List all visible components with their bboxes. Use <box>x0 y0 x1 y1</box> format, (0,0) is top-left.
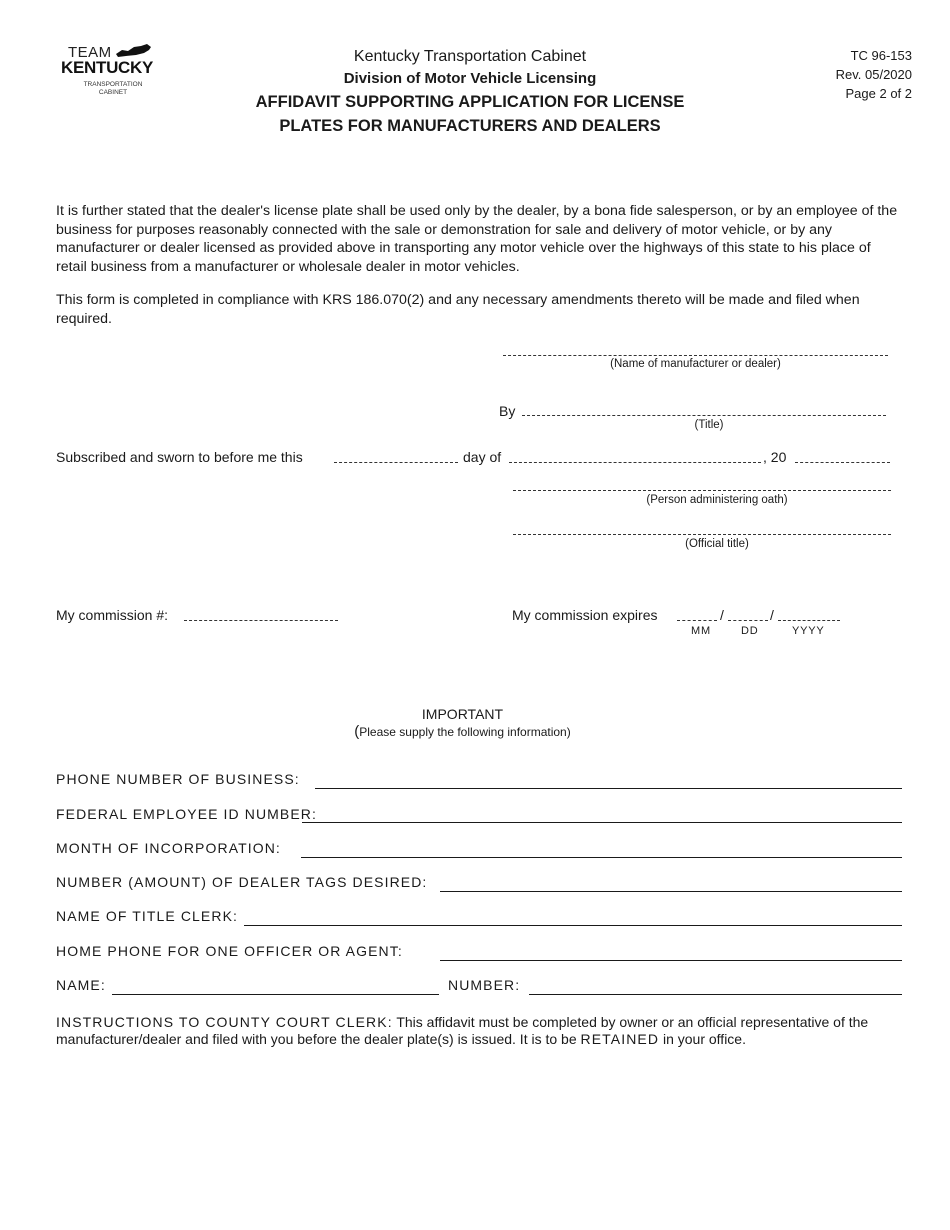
title-caption: (Title) <box>694 419 724 431</box>
important-heading: IMPORTANT <box>421 706 504 722</box>
logo-subtitle: TRANSPORTATION CABINET <box>83 81 143 96</box>
official-title-line[interactable] <box>513 534 891 535</box>
title-clerk-label: NAME OF TITLE CLERK: <box>56 908 238 924</box>
team-kentucky-logo <box>58 44 168 100</box>
form-title-line2: PLATES FOR MANUFACTURERS AND DEALERS <box>279 117 661 135</box>
commission-number-field[interactable] <box>184 620 338 621</box>
sworn-day-field[interactable] <box>334 462 458 463</box>
title-clerk-field[interactable] <box>244 925 902 926</box>
commission-mm-field[interactable] <box>677 620 717 621</box>
manufacturer-name-caption: (Name of manufacturer or dealer) <box>610 358 781 370</box>
number-field[interactable] <box>529 994 902 995</box>
form-number: TC 96-153 <box>850 48 912 63</box>
year-prefix-label: , 20 <box>763 449 787 465</box>
commission-expires-label: My commission expires <box>512 607 658 623</box>
instructions-text: This affidavit must be completed by owner or an official representative of the manufacturer/dealer and filed with you before the dealer plate(s) is issued. It is to be <box>56 1014 869 1047</box>
paragraph-license-use: It is further stated that the dealer's license plate shall be used only by the dealer, by a bona fide salesperson, or by an employee of the business for purposes reasonably connected with the sale or demonstration for sale and delivery of motor vehicle, or by any manufacturer or dealer licensed as provided above in transporting any motor vehicle over the highways of this state to his place of retail business from a manufacturer or wholesale dealer in motor vehicles. <box>56 203 898 275</box>
manufacturer-name-line[interactable] <box>503 355 888 356</box>
mm-caption: MM <box>691 625 711 637</box>
commission-number-label: My commission #: <box>56 607 169 623</box>
retained-text: RETAINED <box>580 1031 660 1047</box>
form-title-line1: AFFIDAVIT SUPPORTING APPLICATION FOR LICENSE <box>255 93 685 111</box>
paragraph-compliance: This form is completed in compliance with KRS 186.070(2) and any necessary amendments thereto will be made and filed when required. <box>56 292 860 327</box>
form-identifier <box>836 46 912 103</box>
name-label: NAME: <box>56 977 106 993</box>
form-revision: Rev. 05/2020 <box>835 67 912 82</box>
date-separator: / <box>770 607 774 623</box>
dd-caption: DD <box>741 625 759 637</box>
form-header <box>200 46 740 138</box>
instructions-text-end: in your office. <box>662 1031 746 1047</box>
instructions-label: INSTRUCTIONS TO COUNTY COURT CLERK: <box>56 1014 393 1030</box>
agency-name: Kentucky Transportation Cabinet <box>353 48 587 65</box>
sworn-label: Subscribed and sworn to before me this <box>56 449 303 465</box>
yyyy-caption: YYYY <box>792 625 825 637</box>
person-administering-caption: (Person administering oath) <box>646 494 788 506</box>
month-incorporation-label: MONTH OF INCORPORATION: <box>56 840 281 856</box>
home-phone-field[interactable] <box>440 960 902 961</box>
commission-yyyy-field[interactable] <box>778 620 840 621</box>
by-label: By <box>499 403 516 419</box>
sworn-month-field[interactable] <box>509 462 761 463</box>
date-separator: / <box>720 607 724 623</box>
commission-dd-field[interactable] <box>728 620 768 621</box>
dealer-tags-field[interactable] <box>440 891 902 892</box>
month-incorporation-field[interactable] <box>301 857 902 858</box>
logo-team-text: TEAM <box>68 44 112 61</box>
federal-id-label: FEDERAL EMPLOYEE ID NUMBER: <box>56 806 318 822</box>
phone-business-field[interactable] <box>315 788 902 789</box>
instructions-to-clerk <box>56 1014 906 1048</box>
federal-id-field[interactable] <box>302 822 902 823</box>
dealer-tags-label: NUMBER (AMOUNT) OF DEALER TAGS DESIRED: <box>56 874 428 890</box>
division-name: Division of Motor Vehicle Licensing <box>343 70 597 87</box>
sworn-year-field[interactable] <box>795 462 890 463</box>
name-field[interactable] <box>112 994 439 995</box>
day-of-label: day of <box>463 449 502 465</box>
home-phone-label: HOME PHONE FOR ONE OFFICER OR AGENT: <box>56 943 403 959</box>
logo-kentucky-text: KENTUCKY <box>61 58 154 77</box>
important-subheading: (Please supply the following information) <box>354 723 571 740</box>
kentucky-state-icon <box>114 44 152 58</box>
number-label: NUMBER: <box>448 977 521 993</box>
phone-business-label: PHONE NUMBER OF BUSINESS: <box>56 771 300 787</box>
person-administering-line[interactable] <box>513 490 891 491</box>
official-title-caption: (Official title) <box>685 538 749 550</box>
page-number: Page 2 of 2 <box>845 86 912 101</box>
by-signature-line[interactable] <box>522 415 886 416</box>
